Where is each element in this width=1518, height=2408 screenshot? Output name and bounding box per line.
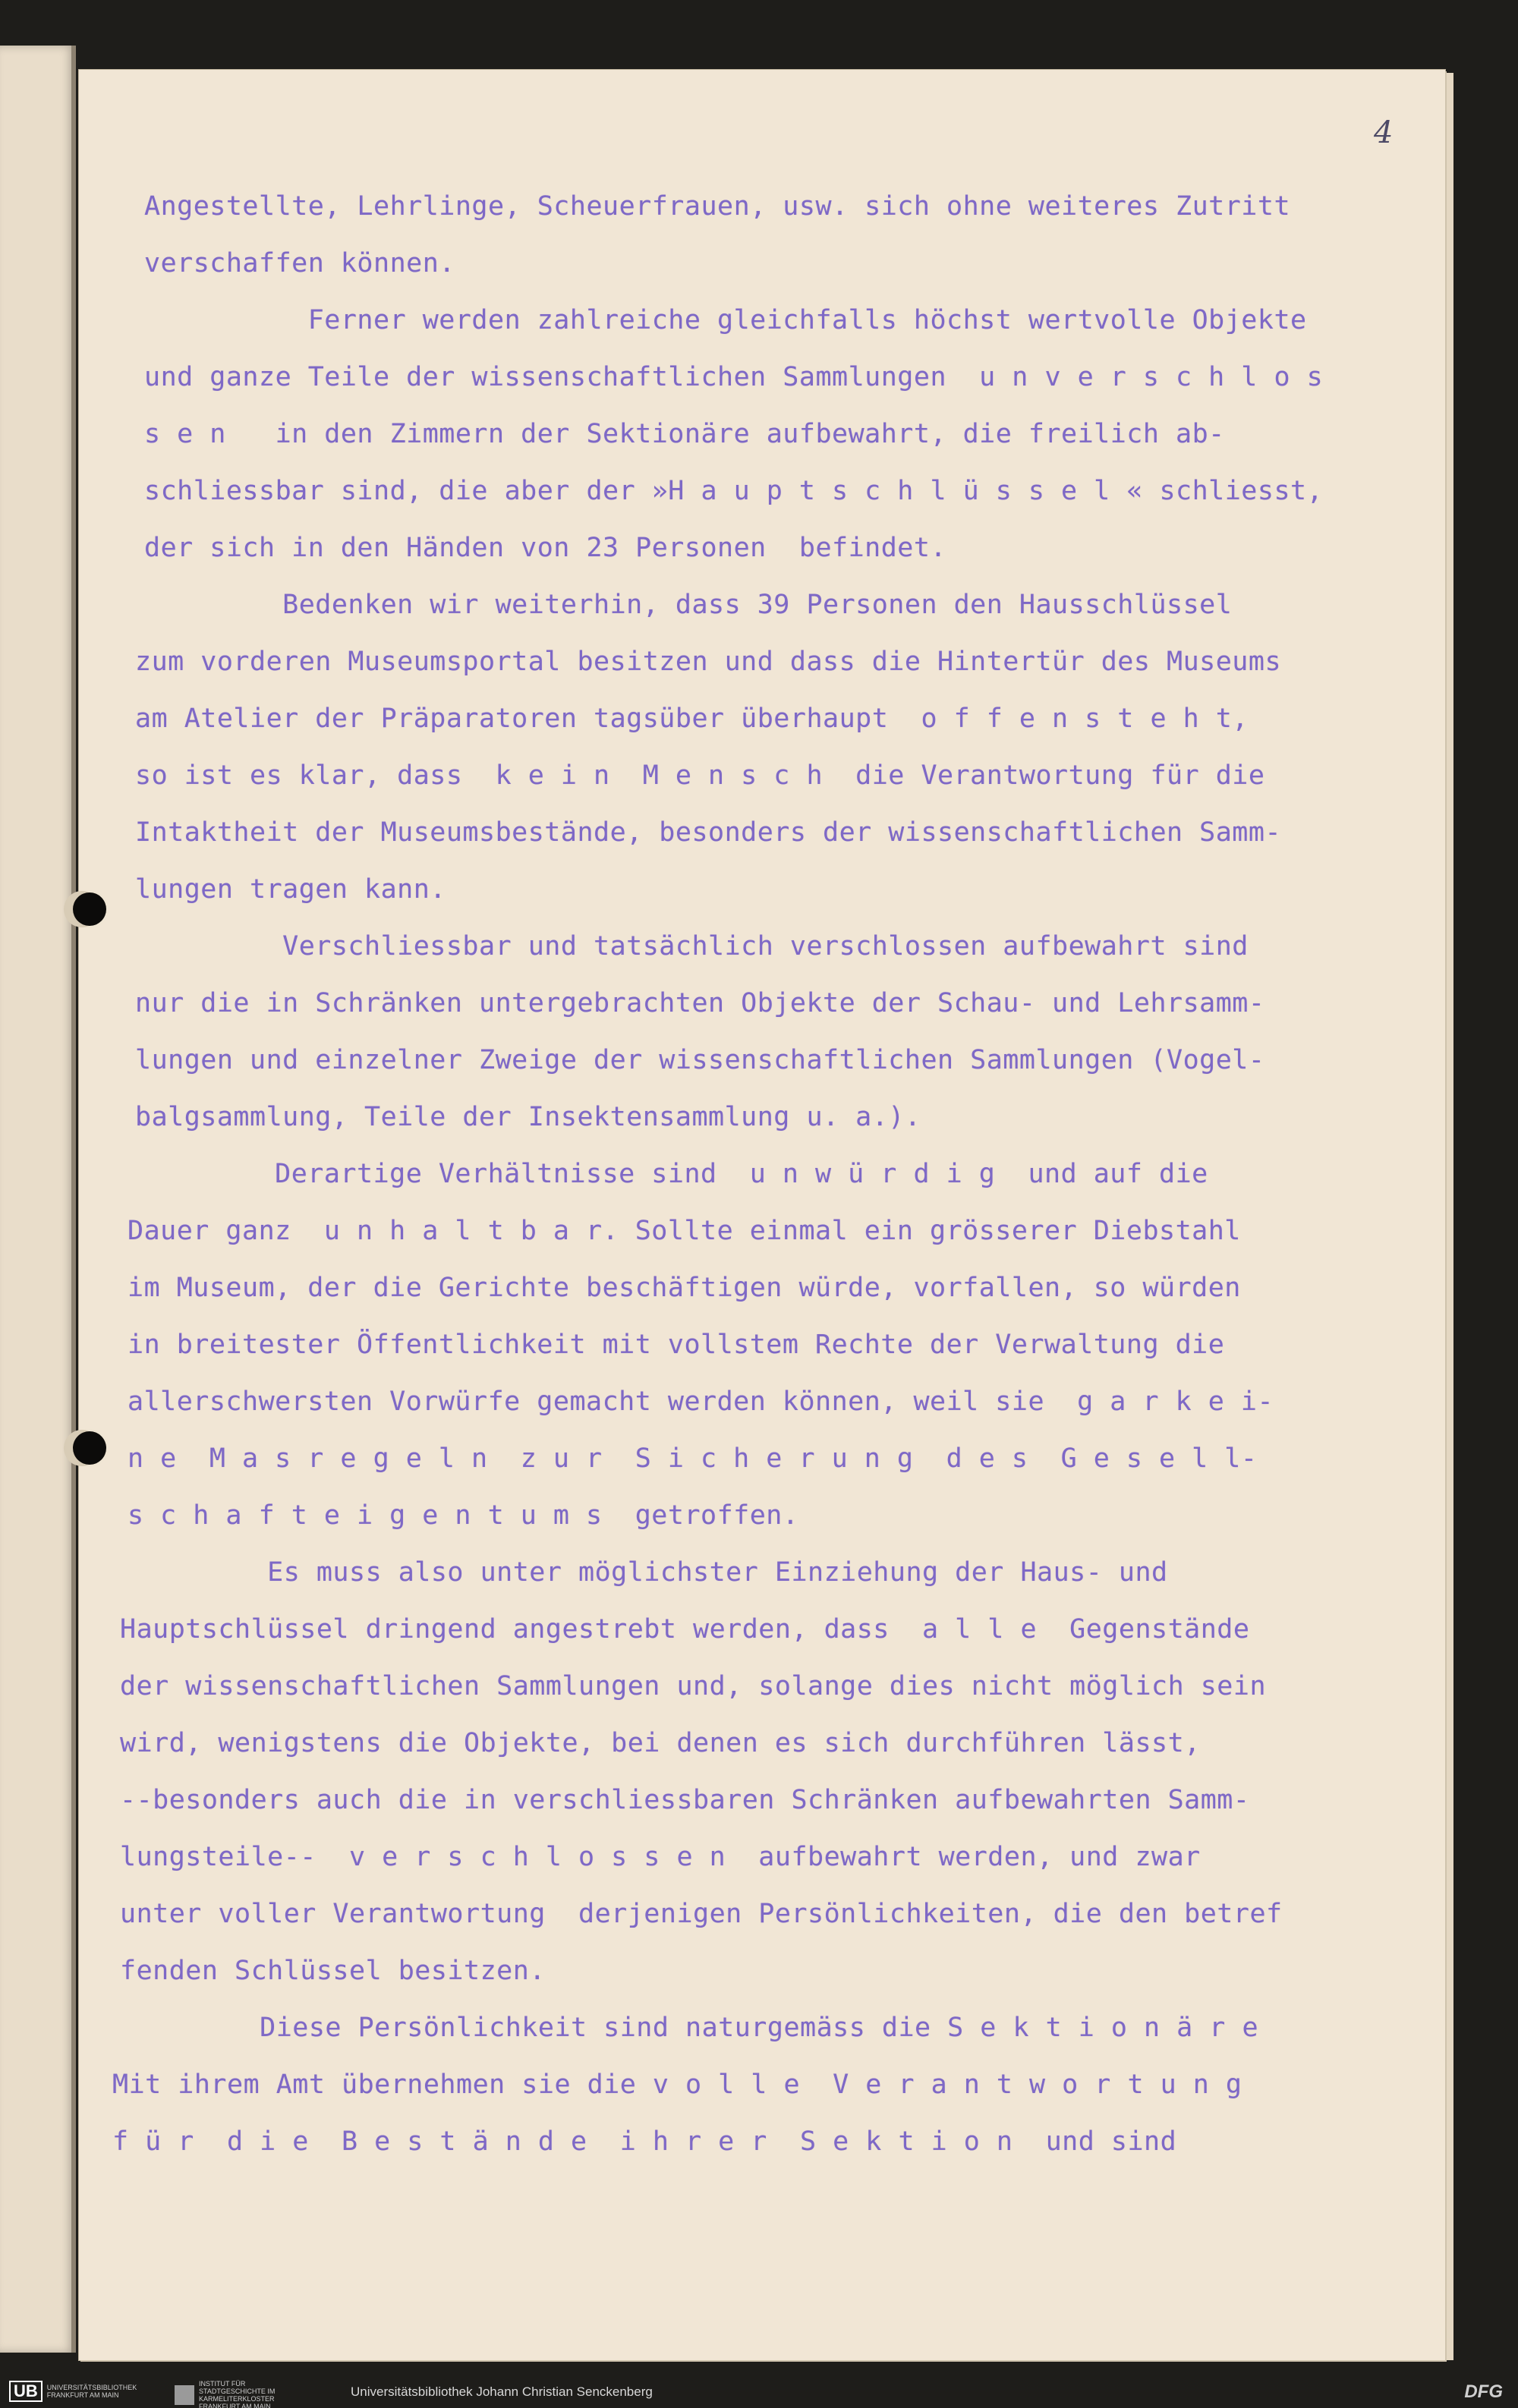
ub-logo-text: UNIVERSITÄTSBIBLIOTHEK FRANKFURT AM MAIN <box>46 2384 137 2399</box>
text-line: der sich in den Händen von 23 Personen befindet. <box>144 533 947 563</box>
ifs-logo <box>175 2380 313 2408</box>
text-line: in breitester Öffentlichkeit mit vollstem Rechte der Verwaltung die <box>128 1330 1225 1360</box>
text-line: Es muss also unter möglichster Einziehung der Haus- und <box>120 1557 1168 1588</box>
text-line: Hauptschlüssel dringend angestrebt werden, dass a l l e Gegenstände <box>120 1614 1250 1645</box>
dfg-logo: DFG <box>1464 2381 1503 2402</box>
text-line: und ganze Teile der wissenschaftlichen Sammlungen u n v e r s c h l o s <box>144 362 1324 392</box>
text-line: n e M a s r e g e l n z u r S i c h e r u n g d e s G e s e l l- <box>128 1443 1258 1474</box>
text-line: der wissenschaftlichen Sammlungen und, solange dies nicht möglich sein <box>120 1671 1267 1701</box>
text-line: balgsammlung, Teile der Insektensammlung u. a.). <box>135 1102 921 1132</box>
punch-hole <box>73 1431 106 1465</box>
text-line: zum vorderen Museumsportal besitzen und dass die Hintertür des Museums <box>135 647 1282 677</box>
text-line: fenden Schlüssel besitzen. <box>120 1956 546 1986</box>
text-line: s c h a f t e i g e n t u m s getroffen. <box>128 1500 799 1531</box>
text-line: Dauer ganz u n h a l t b a r. Sollte einmal ein grösserer Diebstahl <box>128 1216 1241 1246</box>
binding-shadow <box>71 46 76 2353</box>
text-line: s e n in den Zimmern der Sektionäre aufbewahrt, die freilich ab- <box>144 419 1225 449</box>
text-line: nur die in Schränken untergebrachten Objekte der Schau- und Lehrsamm- <box>135 988 1265 1018</box>
text-line: allerschwersten Vorwürfe gemacht werden können, weil sie g a r k e i- <box>128 1387 1274 1417</box>
text-line: am Atelier der Präparatoren tagsüber überhaupt o f f e n s t e h t, <box>135 704 1249 734</box>
text-line: im Museum, der die Gerichte beschäftigen würde, vorfallen, so würden <box>128 1273 1241 1303</box>
ifs-logo-icon <box>175 2385 194 2405</box>
text-line: unter voller Verantwortung derjenigen Persönlichkeiten, die den betref <box>120 1899 1283 1929</box>
text-line: Angestellte, Lehrlinge, Scheuerfrauen, usw. sich ohne weiteres Zutritt <box>144 191 1291 222</box>
text-line: lungsteile-- v e r s c h l o s s e n aufbewahrt werden, und zwar <box>120 1842 1201 1872</box>
ub-logo <box>9 2380 137 2403</box>
text-line: Verschliessbar und tatsächlich verschlossen aufbewahrt sind <box>135 931 1249 962</box>
document-body <box>112 178 1433 2170</box>
ub-logo-mark: UB <box>9 2381 43 2402</box>
text-line: Diese Persönlichkeit sind naturgemäss die S e k t i o n ä r e <box>112 2013 1259 2043</box>
ifs-logo-text: INSTITUT FÜR STADTGESCHICHTE IM KARMELITERKLOSTER FRANKFURT AM MAIN <box>199 2380 276 2408</box>
left-page-edge <box>0 46 76 2353</box>
text-line: f ü r d i e B e s t ä n d e i h r e r S e k t i o n und sind <box>112 2126 1177 2157</box>
text-line: Ferner werden zahlreiche gleichfalls höchst wertvolle Objekte <box>144 305 1307 335</box>
text-line: Intaktheit der Museumsbestände, besonders der wissenschaftlichen Samm- <box>135 817 1282 848</box>
page-number: 4 <box>1374 115 1394 150</box>
text-line: so ist es klar, dass k e i n M e n s c h die Verantwortung für die <box>135 760 1265 791</box>
text-line: lungen und einzelner Zweige der wissenschaftlichen Sammlungen (Vogel- <box>135 1045 1265 1075</box>
text-line: Bedenken wir weiterhin, dass 39 Personen den Hausschlüssel <box>135 590 1233 620</box>
text-line: wird, wenigstens die Objekte, bei denen es sich durchführen lässt, <box>120 1728 1201 1758</box>
library-credit: Universitätsbibliothek Johann Christian Senckenberg <box>351 2384 653 2399</box>
text-line: schliessbar sind, die aber der »H a u p t s c h l ü s s e l « schliesst, <box>144 476 1324 506</box>
text-line: --besonders auch die in verschliessbaren Schränken aufbewahrten Samm- <box>120 1785 1250 1815</box>
viewer-footer <box>0 2375 1518 2408</box>
text-line: Derartige Verhältnisse sind u n w ü r d i g und auf die <box>128 1159 1208 1189</box>
text-line: verschaffen können. <box>144 248 455 279</box>
punch-hole <box>73 892 106 926</box>
text-line: lungen tragen kann. <box>135 874 446 905</box>
text-line: Mit ihrem Amt übernehmen sie die v o l l e V e r a n t w o r t u n g <box>112 2070 1242 2100</box>
